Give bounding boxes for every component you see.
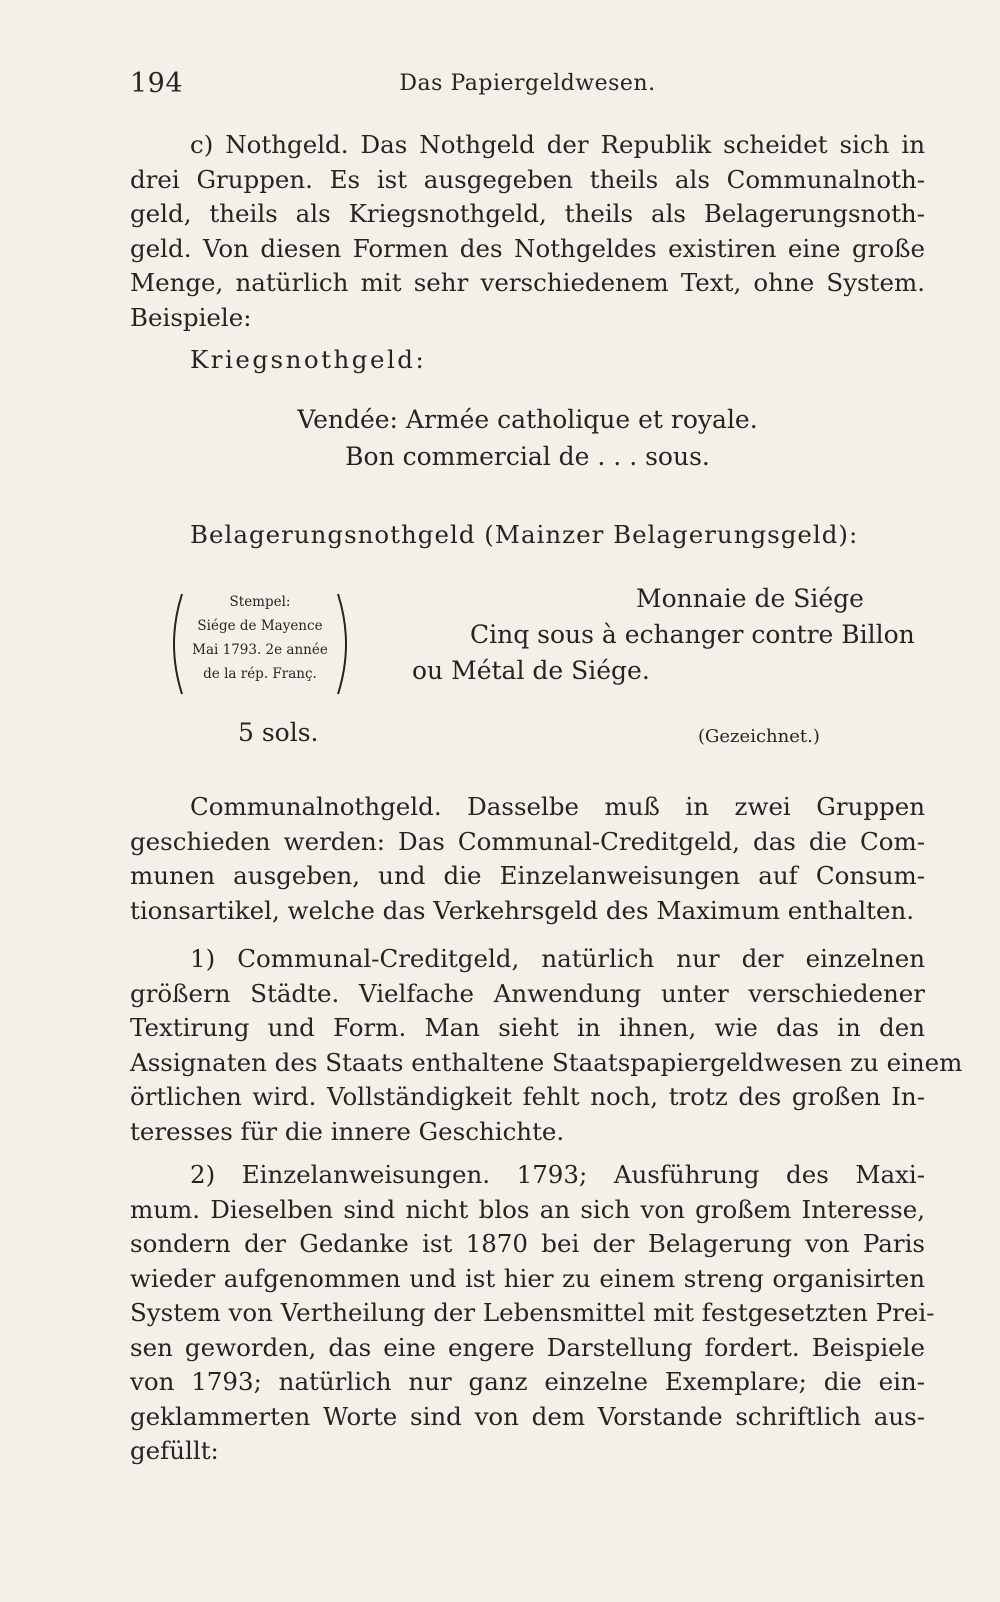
text-line: drei Gruppen. Es ist ausgegeben theils als Communalnoth- [130, 164, 925, 194]
running-head: Das Papiergeldwesen. [399, 71, 656, 96]
text-line: sen geworden, das eine engere Darstellung fordert. Beispiele [130, 1332, 925, 1362]
text-line: geklammerten Worte sind von dem Vorstande schriftlich aus- [130, 1401, 925, 1431]
text-line: teresses für die innere Geschichte. [130, 1116, 565, 1146]
text-line: 2) Einzelanweisungen. 1793; Ausführung des Maxi- [190, 1160, 925, 1189]
text-line: gefüllt: [130, 1436, 219, 1465]
text-line: mum. Dieselben sind nicht blos an sich von großem Interesse, [130, 1194, 925, 1224]
text-line: örtlichen wird. Vollständigkeit fehlt noch, trotz des großen In- [130, 1082, 925, 1111]
siege-coin-line-2: Cinq sous à echanger contre Billon [470, 620, 915, 649]
siege-coin-line-3: ou Métal de Siége. [412, 656, 650, 685]
stamp-line-3: de la rép. Franç. [203, 666, 317, 682]
text-line: 1) Communal-Creditgeld, natürlich nur der einzelnen [190, 944, 925, 973]
stamp-title: Stempel: [229, 594, 291, 610]
stamp-line-2: Mai 1793. 2e année [192, 642, 328, 658]
text-line: geschieden werden: Das Communal-Creditgeld, das die Com- [130, 826, 925, 856]
paragraph-einzelanweisungen [130, 1158, 935, 1469]
text-line: geld, theils als Kriegsnothgeld, theils als Belagerungsnoth- [130, 199, 925, 228]
text-line: größern Städte. Vielfache Anwendung unter verschiedener [130, 978, 925, 1008]
siege-value: 5 sols. [238, 718, 319, 747]
stamp-line-1: Siége de Mayence [197, 618, 323, 634]
text-line: geld. Von diesen Formen des Nothgeldes existiren eine große [130, 233, 925, 263]
text-line: Assignaten des Staats enthaltene Staatspapiergeldwesen zu einem [130, 1047, 963, 1077]
siege-coin-line-1: Monnaie de Siége [636, 584, 864, 613]
stamp-block [166, 592, 354, 696]
text-line: Communalnothgeld. Dasselbe muß in zwei Gruppen [190, 792, 925, 821]
text-line: munen ausgeben, und die Einzelanweisungen auf Consum- [130, 861, 925, 890]
kriegsnothgeld-line-2: Bon commercial de . . . sous. [345, 442, 710, 471]
text-line: Textirung und Form. Man sieht in ihnen, wie das in den [130, 1013, 925, 1042]
text-line: von 1793; natürlich nur ganz einzelne Exemplare; die ein- [130, 1367, 925, 1396]
page-number: 194 [130, 68, 184, 99]
kriegsnothgeld-line-1: Vendée: Armée catholique et royale. [297, 405, 758, 434]
paragraph-communal-creditgeld [130, 942, 963, 1149]
page-header [130, 68, 925, 108]
text-line: tionsartikel, welche das Verkehrsgeld des Maximum enthalten. [130, 895, 915, 925]
text-line: sondern der Gedanke ist 1870 bei der Belagerung von Paris [130, 1229, 925, 1258]
paragraph-communalnothgeld [130, 790, 925, 928]
text-line: Menge, natürlich mit sehr verschiedenem Text, ohne System. [130, 268, 925, 297]
kriegsnothgeld-heading: Kriegsnothgeld: [190, 345, 427, 374]
text-line: wieder aufgenommen und ist hier zu einem streng organisirten [130, 1263, 925, 1293]
paragraph-nothgeld [130, 128, 925, 335]
text-line: Beispiele: [130, 302, 252, 332]
text-line: System von Vertheilung der Lebensmittel mit festgesetzten Prei- [130, 1298, 935, 1327]
text-line: c) Nothgeld. Das Nothgeld der Republik scheidet sich in [190, 130, 925, 159]
signed-note: (Gezeichnet.) [698, 726, 820, 747]
belagerung-heading: Belagerungsnothgeld (Mainzer Belagerungsgeld): [190, 520, 859, 549]
